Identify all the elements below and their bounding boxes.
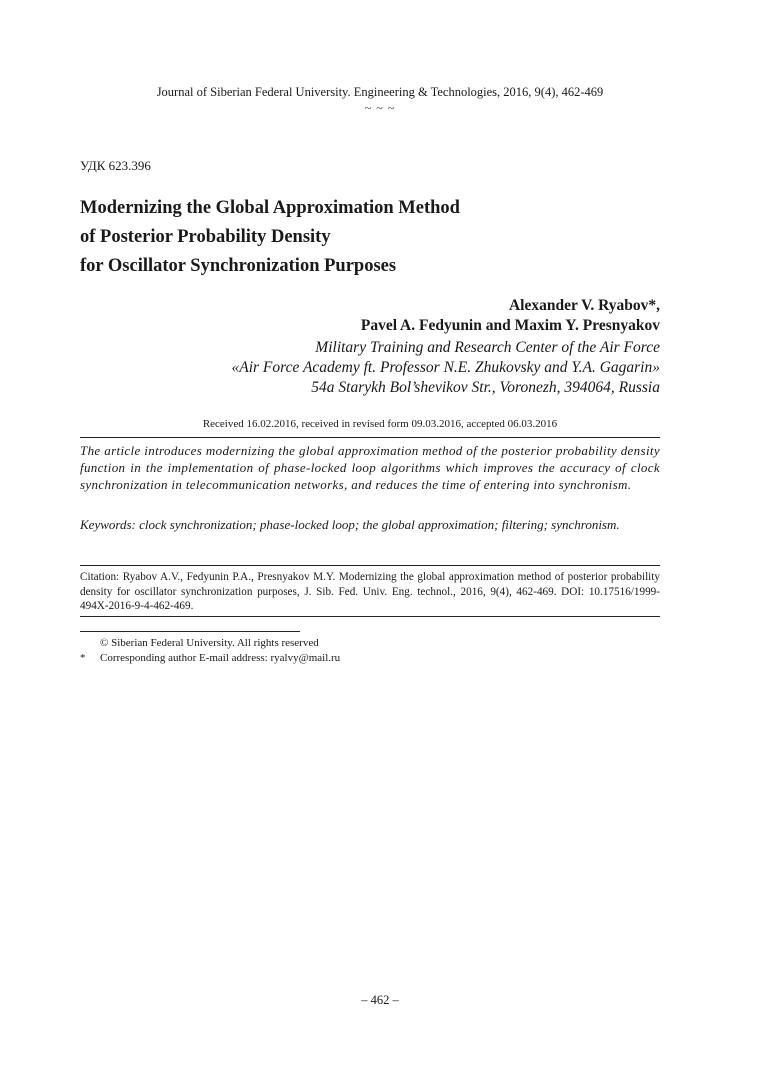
page-number: – 462 – bbox=[361, 993, 399, 1007]
title-line: Modernizing the Global Approximation Method bbox=[80, 198, 460, 218]
affiliation-line: «Air Force Academy ft. Professor N.E. Zhukovsky and Y.A. Gagarin» bbox=[231, 359, 660, 376]
author-line: Alexander V. Ryabov*, bbox=[508, 297, 660, 314]
udk-code: УДК 623.396 bbox=[80, 158, 151, 173]
asterisk-mark: * bbox=[80, 652, 86, 664]
affiliation-line: Military Training and Research Center of the Air Force bbox=[315, 339, 660, 356]
corresponding-author-text: Corresponding author E-mail address: ryalvy@mail.ru bbox=[100, 652, 341, 664]
corresponding-author-note bbox=[80, 651, 340, 666]
divider bbox=[80, 616, 660, 617]
paper-title bbox=[80, 194, 680, 281]
footnotes bbox=[80, 636, 340, 666]
abstract: The article introduces modernizing the global approximation method of the posterior probability density function in the implementation of phase-locked loop algorithms which improves the accuracy of clock synchronization in telecommunication networks, and reduces the time of entering into synchronism. bbox=[80, 443, 660, 492]
copyright-note bbox=[80, 636, 340, 651]
affiliation-line: 54a Starykh Bol’shevikov Str., Voronezh, 394064, Russia bbox=[311, 379, 660, 396]
title-line: for Oscillator Synchronization Purposes bbox=[80, 256, 397, 276]
footnote-divider bbox=[80, 631, 300, 632]
authors bbox=[361, 296, 660, 336]
affiliation bbox=[231, 338, 660, 398]
divider bbox=[80, 565, 660, 566]
header-separator: ~ ~ ~ bbox=[364, 101, 396, 115]
divider bbox=[80, 437, 660, 438]
author-line: Pavel A. Fedyunin and Maxim Y. Presnyakov bbox=[360, 317, 660, 334]
keywords: Keywords: clock synchronization; phase-locked loop; the global approximation; filtering; synchronism. bbox=[80, 517, 620, 532]
copyright-text: © Siberian Federal University. All rights reserved bbox=[100, 637, 319, 649]
citation: Citation: Ryabov A.V., Fedyunin P.A., Presnyakov M.Y. Modernizing the global approximation method of posterior probability density for oscillator synchronization purposes, J. Sib. Fed. Univ. Eng. technol., 2016, 9(4), 462-469. DOI: 10.17516/1999-494X-2016-9-4-462-469. bbox=[80, 571, 660, 612]
journal-header: Journal of Siberian Federal University. Engineering & Technologies, 2016, 9(4), 462-469 bbox=[156, 85, 604, 99]
received-dates: Received 16.02.2016, received in revised form 09.03.2016, accepted 06.03.2016 bbox=[202, 418, 558, 430]
title-line: of Posterior Probability Density bbox=[80, 227, 331, 247]
